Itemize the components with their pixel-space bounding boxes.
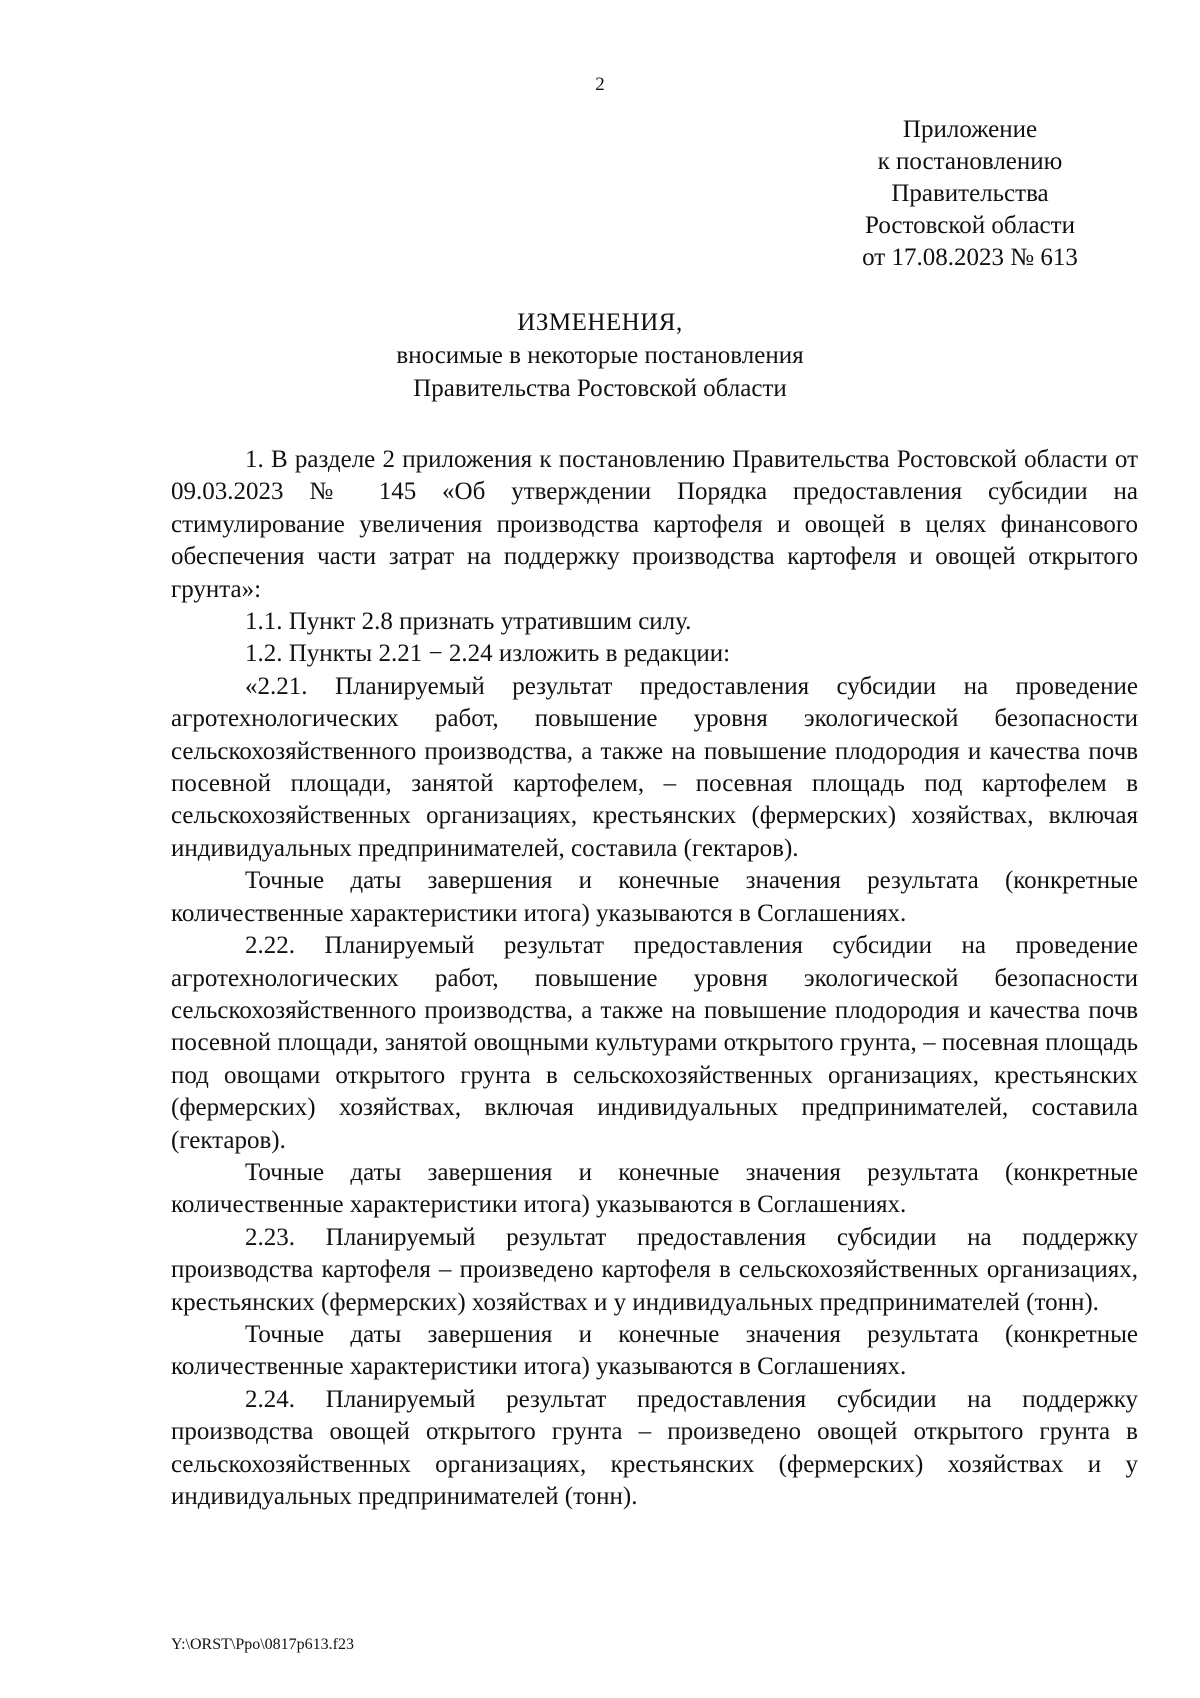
appendix-block: [760, 114, 1180, 274]
heading-title: ИЗМЕНЕНИЯ,: [517, 309, 683, 336]
page-number: 2: [595, 74, 605, 95]
appendix-line: Приложение: [902, 116, 1038, 143]
paragraph: 2.23. Планируемый результат предоставления субсидии на поддержку производства картофеля – произведено картофеля в сельскохозяйственных организациях, крестьянских (фермерских) хозяйствах и у индивидуальных предпринимателей (тонн).: [171, 1223, 1138, 1316]
paragraph: Точные даты завершения и конечные значения результата (конкретные количественные характеристики итога) указываются в Соглашениях.: [171, 867, 1138, 927]
paragraph: 1.2. Пункты 2.21 − 2.24 изложить в редакции:: [245, 640, 731, 668]
paragraph: 2.24. Планируемый результат предоставления субсидии на поддержку производства овощей открытого грунта – произведено овощей открытого грунта в сельскохозяйственных организациях, крестьянских (фермерских) хозяйствах и у индивидуальных предпринимателей (тонн).: [171, 1385, 1138, 1510]
paragraph: Точные даты завершения и конечные значения результата (конкретные количественные характеристики итога) указываются в Соглашениях.: [171, 1320, 1138, 1381]
file-path-footer: Y:\ORST\Ppo\0817p613.f23: [171, 1636, 354, 1653]
paragraph: 2.22. Планируемый результат предоставления субсидии на проведение агротехнологических работ, повышение уровня экологической безопасности сельскохозяйственного производства, а также на повышение плодородия и качества почв посевной площади, занятой овощными культурами открытого грунта, – посевная площадь под овощами открытого грунта в сельскохозяйственных организациях, крестьянских (фермерских) хозяйствах, включая индивидуальных предпринимателей, составила (гектаров).: [171, 932, 1138, 1154]
appendix-line: Правительства: [891, 180, 1049, 207]
paragraph: 1. В разделе 2 приложения к постановлению Правительства Ростовской области от 09.03.2023 № 145 «Об утверждении Порядка предоставления субсидии на стимулирование увеличения производства картофеля и овощей в целях финансового обеспечения части затрат на поддержку производства картофеля и овощей открытого грунта»:: [171, 446, 1138, 603]
heading-subtitle: вносимые в некоторые постановления: [396, 342, 804, 369]
paragraph: 1.1. Пункт 2.8 признать утратившим силу.: [245, 608, 692, 636]
appendix-date-number: от 17.08.2023 № 613: [862, 244, 1078, 271]
document-body: [171, 444, 1138, 1513]
heading-subtitle: Правительства Ростовской области: [413, 375, 787, 402]
document-heading: [0, 306, 1200, 405]
appendix-line: Ростовской области: [865, 212, 1075, 239]
paragraph: Точные даты завершения и конечные значения результата (конкретные количественные характеристики итога) указываются в Соглашениях.: [171, 1158, 1138, 1219]
appendix-line: к постановлению: [877, 148, 1063, 175]
paragraph: «2.21. Планируемый результат предоставления субсидии на проведение агротехнологических работ, повышение уровня экологической безопасности сельскохозяйственного производства, а также на повышение плодородия и качества почв посевной площади, занятой картофелем, – посевная площадь под картофелем в сельскохозяйственных организациях, крестьянских (фермерских) хозяйствах, включая индивидуальных предпринимателей, составила (гектаров).: [171, 672, 1138, 862]
